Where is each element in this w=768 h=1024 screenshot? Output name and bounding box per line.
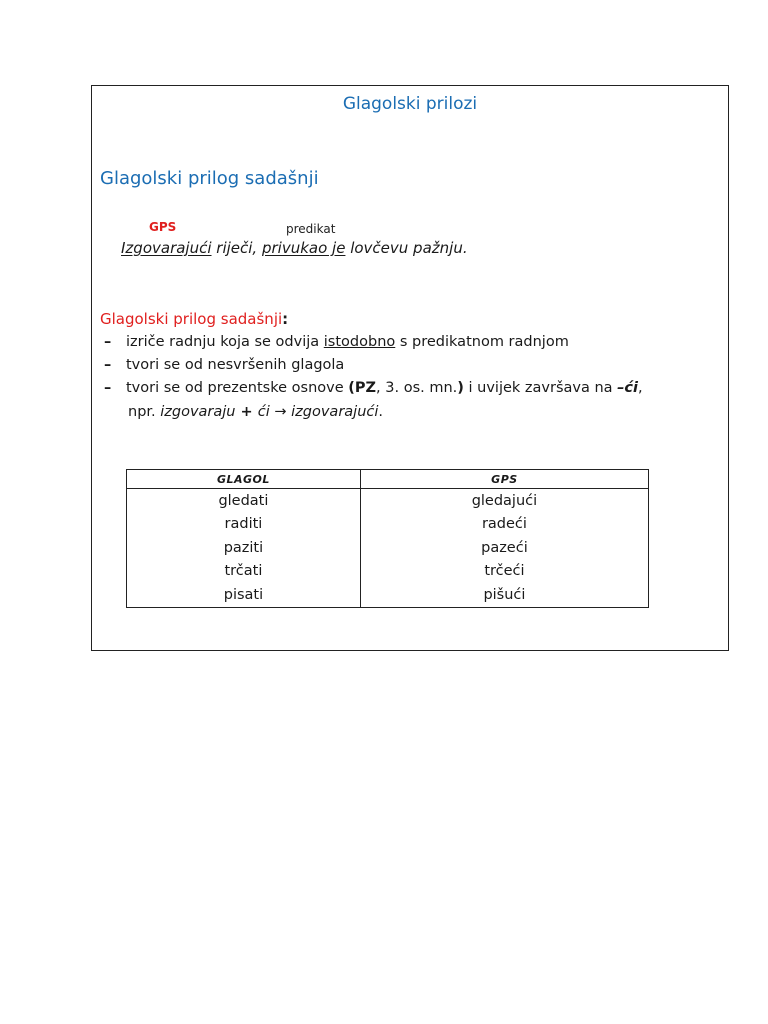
bullet-text: tvori se od prezentske osnove [126,380,349,396]
predikat-label: predikat [286,222,336,236]
bullet-text: tvori se od nesvršenih glagola [126,357,345,373]
table-cell: raditi [127,513,361,537]
table-cell: radeći [360,513,648,537]
example-text-1: riječi, [211,239,262,257]
table-cell: pisati [127,583,361,607]
table-cell: trčati [127,560,361,584]
dash-bullet: – [104,380,112,396]
table-row [127,560,649,584]
slide-frame [91,85,729,651]
definition-heading [100,310,288,328]
bullet-text: izriče radnju koja se odvija [126,334,324,350]
arrow-icon: → [269,404,292,420]
table-cell: gledati [127,489,361,513]
example-text-2: lovčevu pažnju. [345,239,468,257]
definition-list [104,331,714,400]
example-stem: izgovaraju [160,404,236,420]
formation-example [128,401,383,424]
plus-sign: + [235,404,258,420]
table-cell: gledajući [360,489,648,513]
example-result: izgovarajući [291,404,379,420]
list-item [104,331,714,354]
bullet-bold: ) [457,380,464,396]
bullet-underlined: istodobno [323,334,396,350]
dash-bullet: – [104,357,112,373]
bullet-text: , [637,380,643,396]
definition-heading-text: Glagolski prilog sadašnji [100,310,283,328]
bullet-text: s predikatnom radnjom [395,334,569,350]
table-row [127,583,649,607]
table-row [127,489,649,513]
table-row [127,536,649,560]
example-predicate: privukao je [261,239,346,257]
dash-bullet: – [104,334,112,350]
example-text: . [378,404,383,420]
table-cell: paziti [127,536,361,560]
table-row [127,513,649,537]
list-item [104,377,714,400]
table-cell: pazeći [360,536,648,560]
definition-heading-colon: : [282,310,289,328]
bullet-suffix: –ći [617,380,638,396]
bullet-bold: (PZ [348,380,377,396]
bullet-text: , 3. os. mn. [376,380,458,396]
example-gps-word: Izgovarajući [121,239,212,257]
table-cell: trčeći [360,560,648,584]
example-sentence [121,239,468,257]
slide-title: Glagolski prilozi [342,94,478,114]
table-cell: pišući [360,583,648,607]
table-header-row [127,470,649,489]
gps-label: GPS [149,220,177,234]
column-header: GPS [360,470,648,489]
bullet-text: i uvijek završava na [463,380,618,396]
verb-table [126,469,649,608]
example-text: npr. [128,404,161,420]
example-suffix: ći [257,404,270,420]
section-heading: Glagolski prilog sadašnji [100,168,319,189]
list-item [104,354,714,377]
column-header: GLAGOL [127,470,361,489]
